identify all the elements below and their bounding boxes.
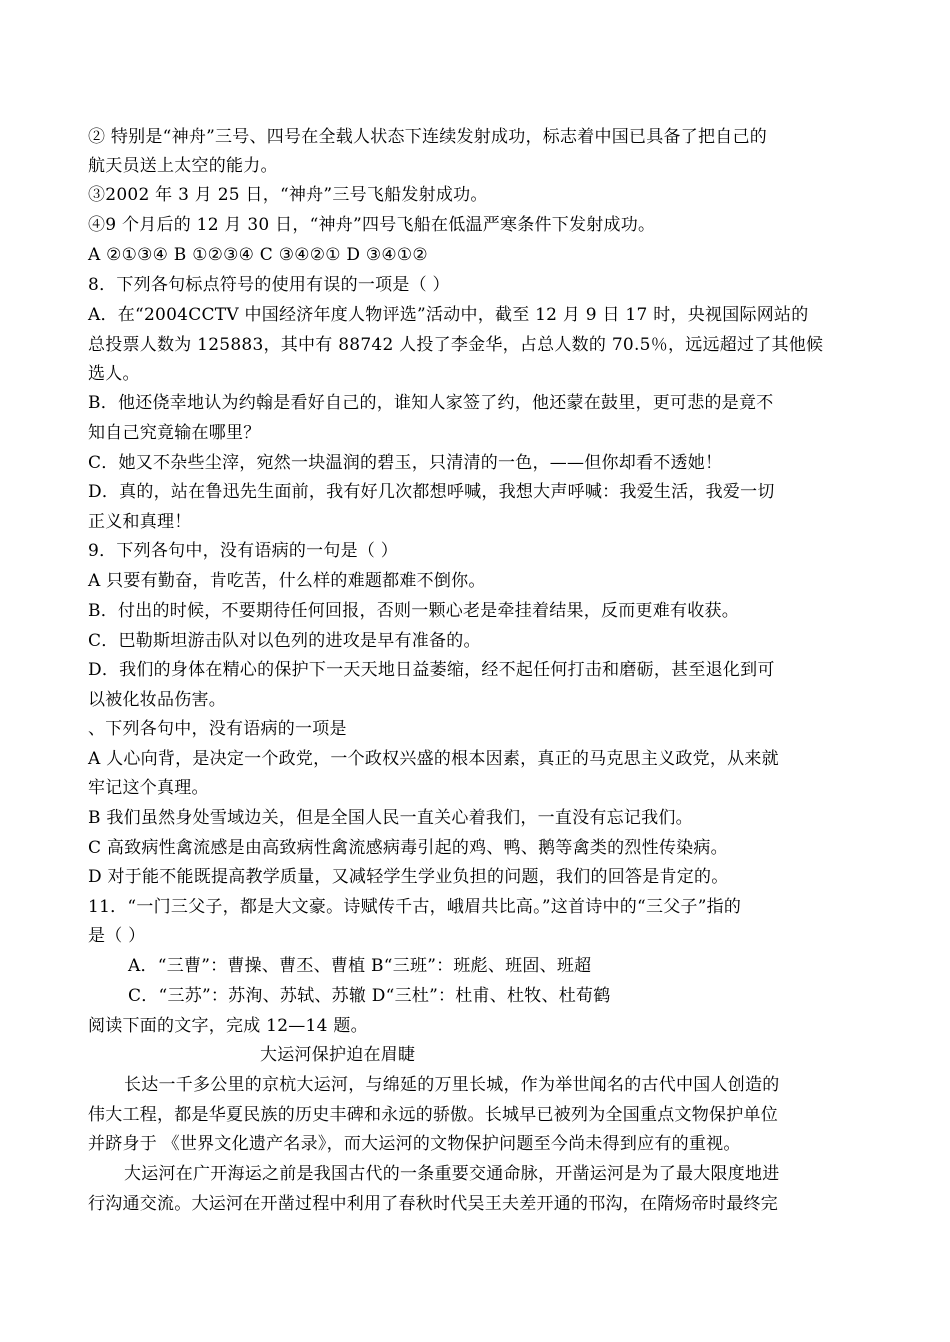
text-line: 大运河在广开海运之前是我国古代的一条重要交通命脉，开凿运河是为了最大限度地进 [124,1164,780,1184]
text-line: 知自己究竟输在哪里？ [88,423,261,443]
text-line: 牢记这个真理。 [88,778,209,798]
text-line: C．巴勒斯坦游击队对以色列的进攻是早有准备的。 [88,631,481,651]
passage-title: 大运河保护迫在眉睫 [260,1045,416,1065]
question-10: 、下列各句中，没有语病的一项是 [88,719,347,739]
text-line: ③2002 年 3 月 25 日，“神舟”三号飞船发射成功。 [88,185,488,205]
text-line: 总投票人数为 125883，其中有 88742 人投了李金华，占总人数的 70.5％，远远超过了其他候 [88,335,824,355]
text-line: B．付出的时候，不要期待任何回报，否则一颗心老是牵挂着结果，反而更难有收获。 [88,601,739,621]
text-line: 以被化妆品伤害。 [88,690,226,710]
question-9: 9．下列各句中，没有语病的一句是（ ） [88,541,398,561]
text-line: B．他还侥幸地认为约翰是看好自己的，谁知人家签了约，他还蒙在鼓里，更可悲的是竟不 [88,393,774,413]
text-line: 是（ ） [88,926,146,946]
text-line: ④9 个月后的 12 月 30 日，“神舟”四号飞船在低温严寒条件下发射成功。 [88,215,656,235]
text-line: D．我们的身体在精心的保护下一天天地日益萎缩，经不起任何打击和磨砺，甚至退化到可 [88,660,775,680]
question-11: 11．“一门三父子，都是大文豪。诗赋传千古，峨眉共比高。”这首诗中的“三父子”指的 [88,897,742,917]
text-line: C．她又不杂些尘滓，宛然一块温润的碧玉，只清清的一色，——但你却看不透她！ [88,453,723,473]
reading-instruction: 阅读下面的文字，完成 12—14 题。 [88,1016,368,1036]
text-line: B 我们虽然身处雪域边关，但是全国人民一直关心着我们，一直没有忘记我们。 [88,808,693,828]
text-line: 长达一千多公里的京杭大运河，与绵延的万里长城，作为举世闻名的古代中国人创造的 [124,1075,780,1095]
text-line: D．真的，站在鲁迅先生面前，我有好几次都想呼喊，我想大声呼喊：我爱生活，我爱一切 [88,482,775,502]
text-line: 航天员送上太空的能力。 [88,156,278,176]
text-line: 选人。 [88,364,140,384]
answer-options: A ②①③④ B ①②③④ C ③④②① D ③④①② [88,245,428,265]
text-line: 正义和真理！ [88,512,192,532]
text-line: 并跻身于 《世界文化遗产名录》，而大运河的文物保护问题至今尚未得到应有的重视。 [88,1134,741,1154]
text-line: A．在“2004CCTV 中国经济年度人物评选”活动中，截至 12 月 9 日 17 时，央视国际网站的 [88,305,809,325]
text-line: D 对于能不能既提高教学质量，又减轻学生学业负担的问题，我们的回答是肯定的。 [88,867,729,887]
text-line: C 高致病性禽流感是由高致病性禽流感病毒引起的鸡、鸭、鹅等禽类的烈性传染病。 [88,838,728,858]
answer-options: C．“三苏”：苏洵、苏轼、苏辙 D“三杜”：杜甫、杜牧、杜荀鹤 [128,986,611,1006]
question-8: 8．下列各句标点符号的使用有误的一项是（ ） [88,275,450,295]
text-line: 伟大工程，都是华夏民族的历史丰碑和永远的骄傲。长城早已被列为全国重点文物保护单位 [88,1105,778,1125]
answer-options: A．“三曹”：曹操、曹丕、曹植 B“三班”：班彪、班固、班超 [128,956,592,976]
text-line: 行沟通交流。大运河在开凿过程中利用了春秋时代吴王夫差开通的邗沟，在隋炀帝时最终完 [88,1194,778,1214]
text-line: A 只要有勤奋，肯吃苦，什么样的难题都难不倒你。 [88,571,486,591]
text-line: ② 特别是“神舟”三号、四号在全载人状态下连续发射成功，标志着中国已具备了把自己的 [88,127,768,147]
text-line: A 人心向背，是决定一个政党，一个政权兴盛的根本因素，真正的马克思主义政党，从来就 [88,749,779,769]
